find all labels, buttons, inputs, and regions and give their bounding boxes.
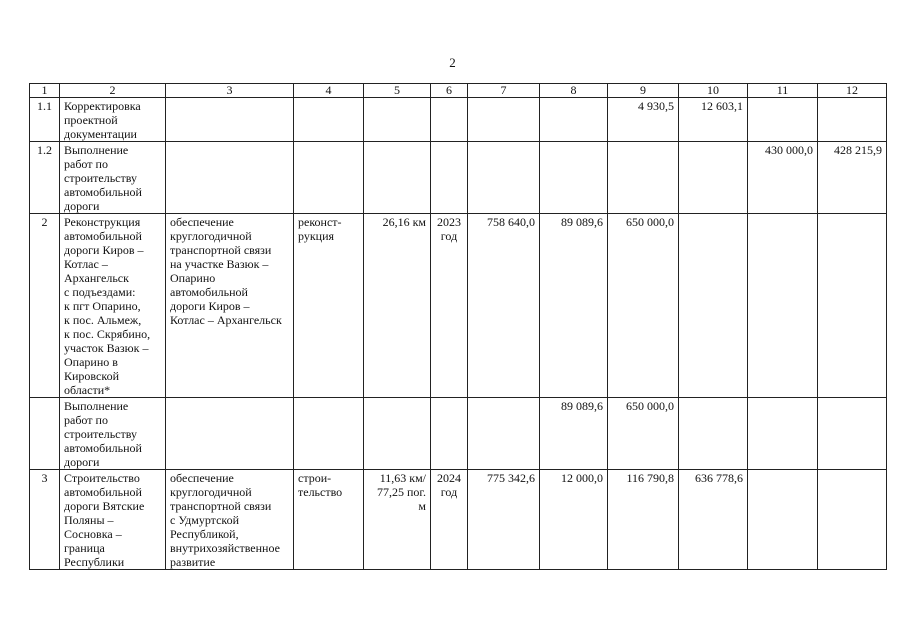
cell-text-line: Архангельск <box>64 271 129 285</box>
column-header-3: 3 <box>166 84 294 98</box>
table-cell-col-8: 89 089,6 <box>540 398 608 470</box>
table-cell-col-9 <box>608 142 679 214</box>
cell-text-line: Сосновка – <box>64 527 122 541</box>
cell-text-line: Выполнение <box>64 143 129 157</box>
table-body <box>30 98 887 570</box>
table-cell-col-11 <box>748 98 818 142</box>
table-cell-col-3 <box>166 214 294 398</box>
table-cell-col-12 <box>818 98 887 142</box>
cell-text-line: Кировской <box>64 369 119 383</box>
column-header-9: 9 <box>608 84 679 98</box>
table-cell-col-3 <box>166 98 294 142</box>
table-cell-col-6 <box>431 398 468 470</box>
table-cell-col-6 <box>431 214 468 398</box>
table-cell-col-1 <box>30 398 60 470</box>
cell-text-line: развитие <box>170 555 216 569</box>
table-cell-col-9: 650 000,0 <box>608 398 679 470</box>
cell-text-line: строительству <box>64 171 137 185</box>
data-table <box>29 83 887 570</box>
cell-text-line: рукция <box>298 229 335 243</box>
cell-text-line: граница <box>64 541 105 555</box>
table-cell-col-2 <box>60 398 166 470</box>
header-row <box>30 84 887 98</box>
cell-text-line: с Удмуртской <box>170 513 240 527</box>
column-header-2: 2 <box>60 84 166 98</box>
cell-text-line: Котлас – Архангельск <box>170 313 282 327</box>
table-cell-col-11 <box>748 214 818 398</box>
table-cell-col-4 <box>294 98 364 142</box>
cell-text-line: строи- <box>298 471 332 485</box>
cell-text-line: 2024 <box>437 471 461 485</box>
cell-text-line: транспортной связи <box>170 499 272 513</box>
table-cell-col-8 <box>540 142 608 214</box>
column-header-4: 4 <box>294 84 364 98</box>
table-cell-col-7: 775 342,6 <box>468 470 540 570</box>
table-cell-col-7 <box>468 398 540 470</box>
table-cell-col-10: 636 778,6 <box>679 470 748 570</box>
table-cell-col-9: 116 790,8 <box>608 470 679 570</box>
table-cell-col-2 <box>60 214 166 398</box>
column-header-6: 6 <box>431 84 468 98</box>
cell-text-line: Опарино в <box>64 355 118 369</box>
cell-text-line: дороги Киров – <box>170 299 250 313</box>
column-header-11: 11 <box>748 84 818 98</box>
cell-text-line: транспортной связи <box>170 243 272 257</box>
column-header-1: 1 <box>30 84 60 98</box>
cell-text-line: автомобильной <box>64 441 142 455</box>
table-cell-col-12 <box>818 470 887 570</box>
table-cell-col-11: 430 000,0 <box>748 142 818 214</box>
cell-text-line: с подъездами: <box>64 285 136 299</box>
cell-text-line: Поляны – <box>64 513 114 527</box>
column-header-7: 7 <box>468 84 540 98</box>
table-cell-col-6 <box>431 470 468 570</box>
table-cell-col-12: 428 215,9 <box>818 142 887 214</box>
cell-text-line: Опарино <box>170 271 216 285</box>
cell-text-line: к пос. Альмеж, <box>64 313 142 327</box>
cell-text-line: круглогодичной <box>170 485 252 499</box>
table-cell-col-10 <box>679 398 748 470</box>
cell-text-line: 2023 <box>437 215 461 229</box>
table-row <box>30 98 887 142</box>
cell-text-line: автомобильной <box>64 229 142 243</box>
table-cell-col-2 <box>60 142 166 214</box>
cell-text-line: дороги Вятские <box>64 499 145 513</box>
table-cell-col-1: 1.2 <box>30 142 60 214</box>
cell-text-line: работ по <box>64 413 108 427</box>
table-cell-col-9: 4 930,5 <box>608 98 679 142</box>
table-cell-col-9: 650 000,0 <box>608 214 679 398</box>
table-row <box>30 142 887 214</box>
column-header-10: 10 <box>679 84 748 98</box>
table-cell-col-12 <box>818 214 887 398</box>
cell-text-line: автомобильной <box>170 285 248 299</box>
cell-text-line: Выполнение <box>64 399 129 413</box>
table-cell-col-2 <box>60 98 166 142</box>
cell-text-line: обеспечение <box>170 471 234 485</box>
table-row <box>30 398 887 470</box>
table-cell-col-8: 12 000,0 <box>540 470 608 570</box>
cell-text-line: тельство <box>298 485 343 499</box>
table-cell-col-5: 11,63 км/ 77,25 пог. м <box>364 470 431 570</box>
table-cell-col-6 <box>431 98 468 142</box>
cell-text-line: обеспечение <box>170 215 234 229</box>
column-header-8: 8 <box>540 84 608 98</box>
cell-text-line: Республикой, <box>170 527 239 541</box>
cell-text-line: дороги <box>64 455 100 469</box>
table-cell-col-6 <box>431 142 468 214</box>
cell-text-line: год <box>440 229 458 243</box>
cell-text-line: Строительство <box>64 471 140 485</box>
table-cell-col-5 <box>364 98 431 142</box>
table-cell-col-5 <box>364 142 431 214</box>
cell-text-line: области* <box>64 383 111 397</box>
cell-text-line: Республики <box>64 555 125 569</box>
table-cell-col-12 <box>818 398 887 470</box>
table-cell-col-1: 3 <box>30 470 60 570</box>
table-cell-col-3 <box>166 142 294 214</box>
table-cell-col-3 <box>166 470 294 570</box>
cell-text-line: Реконструкция <box>64 215 141 229</box>
cell-text-line: на участке Вазюк – <box>170 257 269 271</box>
table-row <box>30 470 887 570</box>
table-cell-col-4 <box>294 470 364 570</box>
cell-text-line: Котлас – <box>64 257 108 271</box>
table-cell-col-1: 2 <box>30 214 60 398</box>
cell-text-line: к пос. Скрябино, <box>64 327 151 341</box>
column-header-5: 5 <box>364 84 431 98</box>
table-cell-col-8: 89 089,6 <box>540 214 608 398</box>
page-number: 2 <box>449 55 456 70</box>
table-cell-col-8 <box>540 98 608 142</box>
table-cell-col-2 <box>60 470 166 570</box>
cell-text-line: работ по <box>64 157 108 171</box>
table-cell-col-1: 1.1 <box>30 98 60 142</box>
cell-text-line: строительству <box>64 427 137 441</box>
cell-text-line: проектной <box>64 113 118 127</box>
table-cell-col-10: 12 603,1 <box>679 98 748 142</box>
cell-text-line: документации <box>64 127 137 141</box>
table-cell-col-7 <box>468 98 540 142</box>
table-cell-col-5: 26,16 км <box>364 214 431 398</box>
table-cell-col-5 <box>364 398 431 470</box>
cell-text-line: год <box>440 485 458 499</box>
table-cell-col-7: 758 640,0 <box>468 214 540 398</box>
table-cell-col-7 <box>468 142 540 214</box>
cell-text-line: участок Вазюк – <box>64 341 149 355</box>
cell-text-line: дороги Киров – <box>64 243 144 257</box>
cell-text-line: Корректировка <box>64 99 141 113</box>
table-row <box>30 214 887 398</box>
table-cell-col-4 <box>294 214 364 398</box>
cell-text-line: к пгт Опарино, <box>64 299 141 313</box>
table-cell-col-10 <box>679 142 748 214</box>
cell-text-line: дороги <box>64 199 100 213</box>
table-cell-col-4 <box>294 398 364 470</box>
column-header-12: 12 <box>818 84 887 98</box>
cell-text-line: автомобильной <box>64 185 142 199</box>
cell-text-line: автомобильной <box>64 485 142 499</box>
table-cell-col-11 <box>748 398 818 470</box>
cell-text-line: внутрихозяйственное <box>170 541 280 555</box>
table-cell-col-11 <box>748 470 818 570</box>
cell-text-line: реконст- <box>298 215 342 229</box>
cell-text-line: круглогодичной <box>170 229 252 243</box>
table-cell-col-10 <box>679 214 748 398</box>
table-cell-col-3 <box>166 398 294 470</box>
table-cell-col-4 <box>294 142 364 214</box>
